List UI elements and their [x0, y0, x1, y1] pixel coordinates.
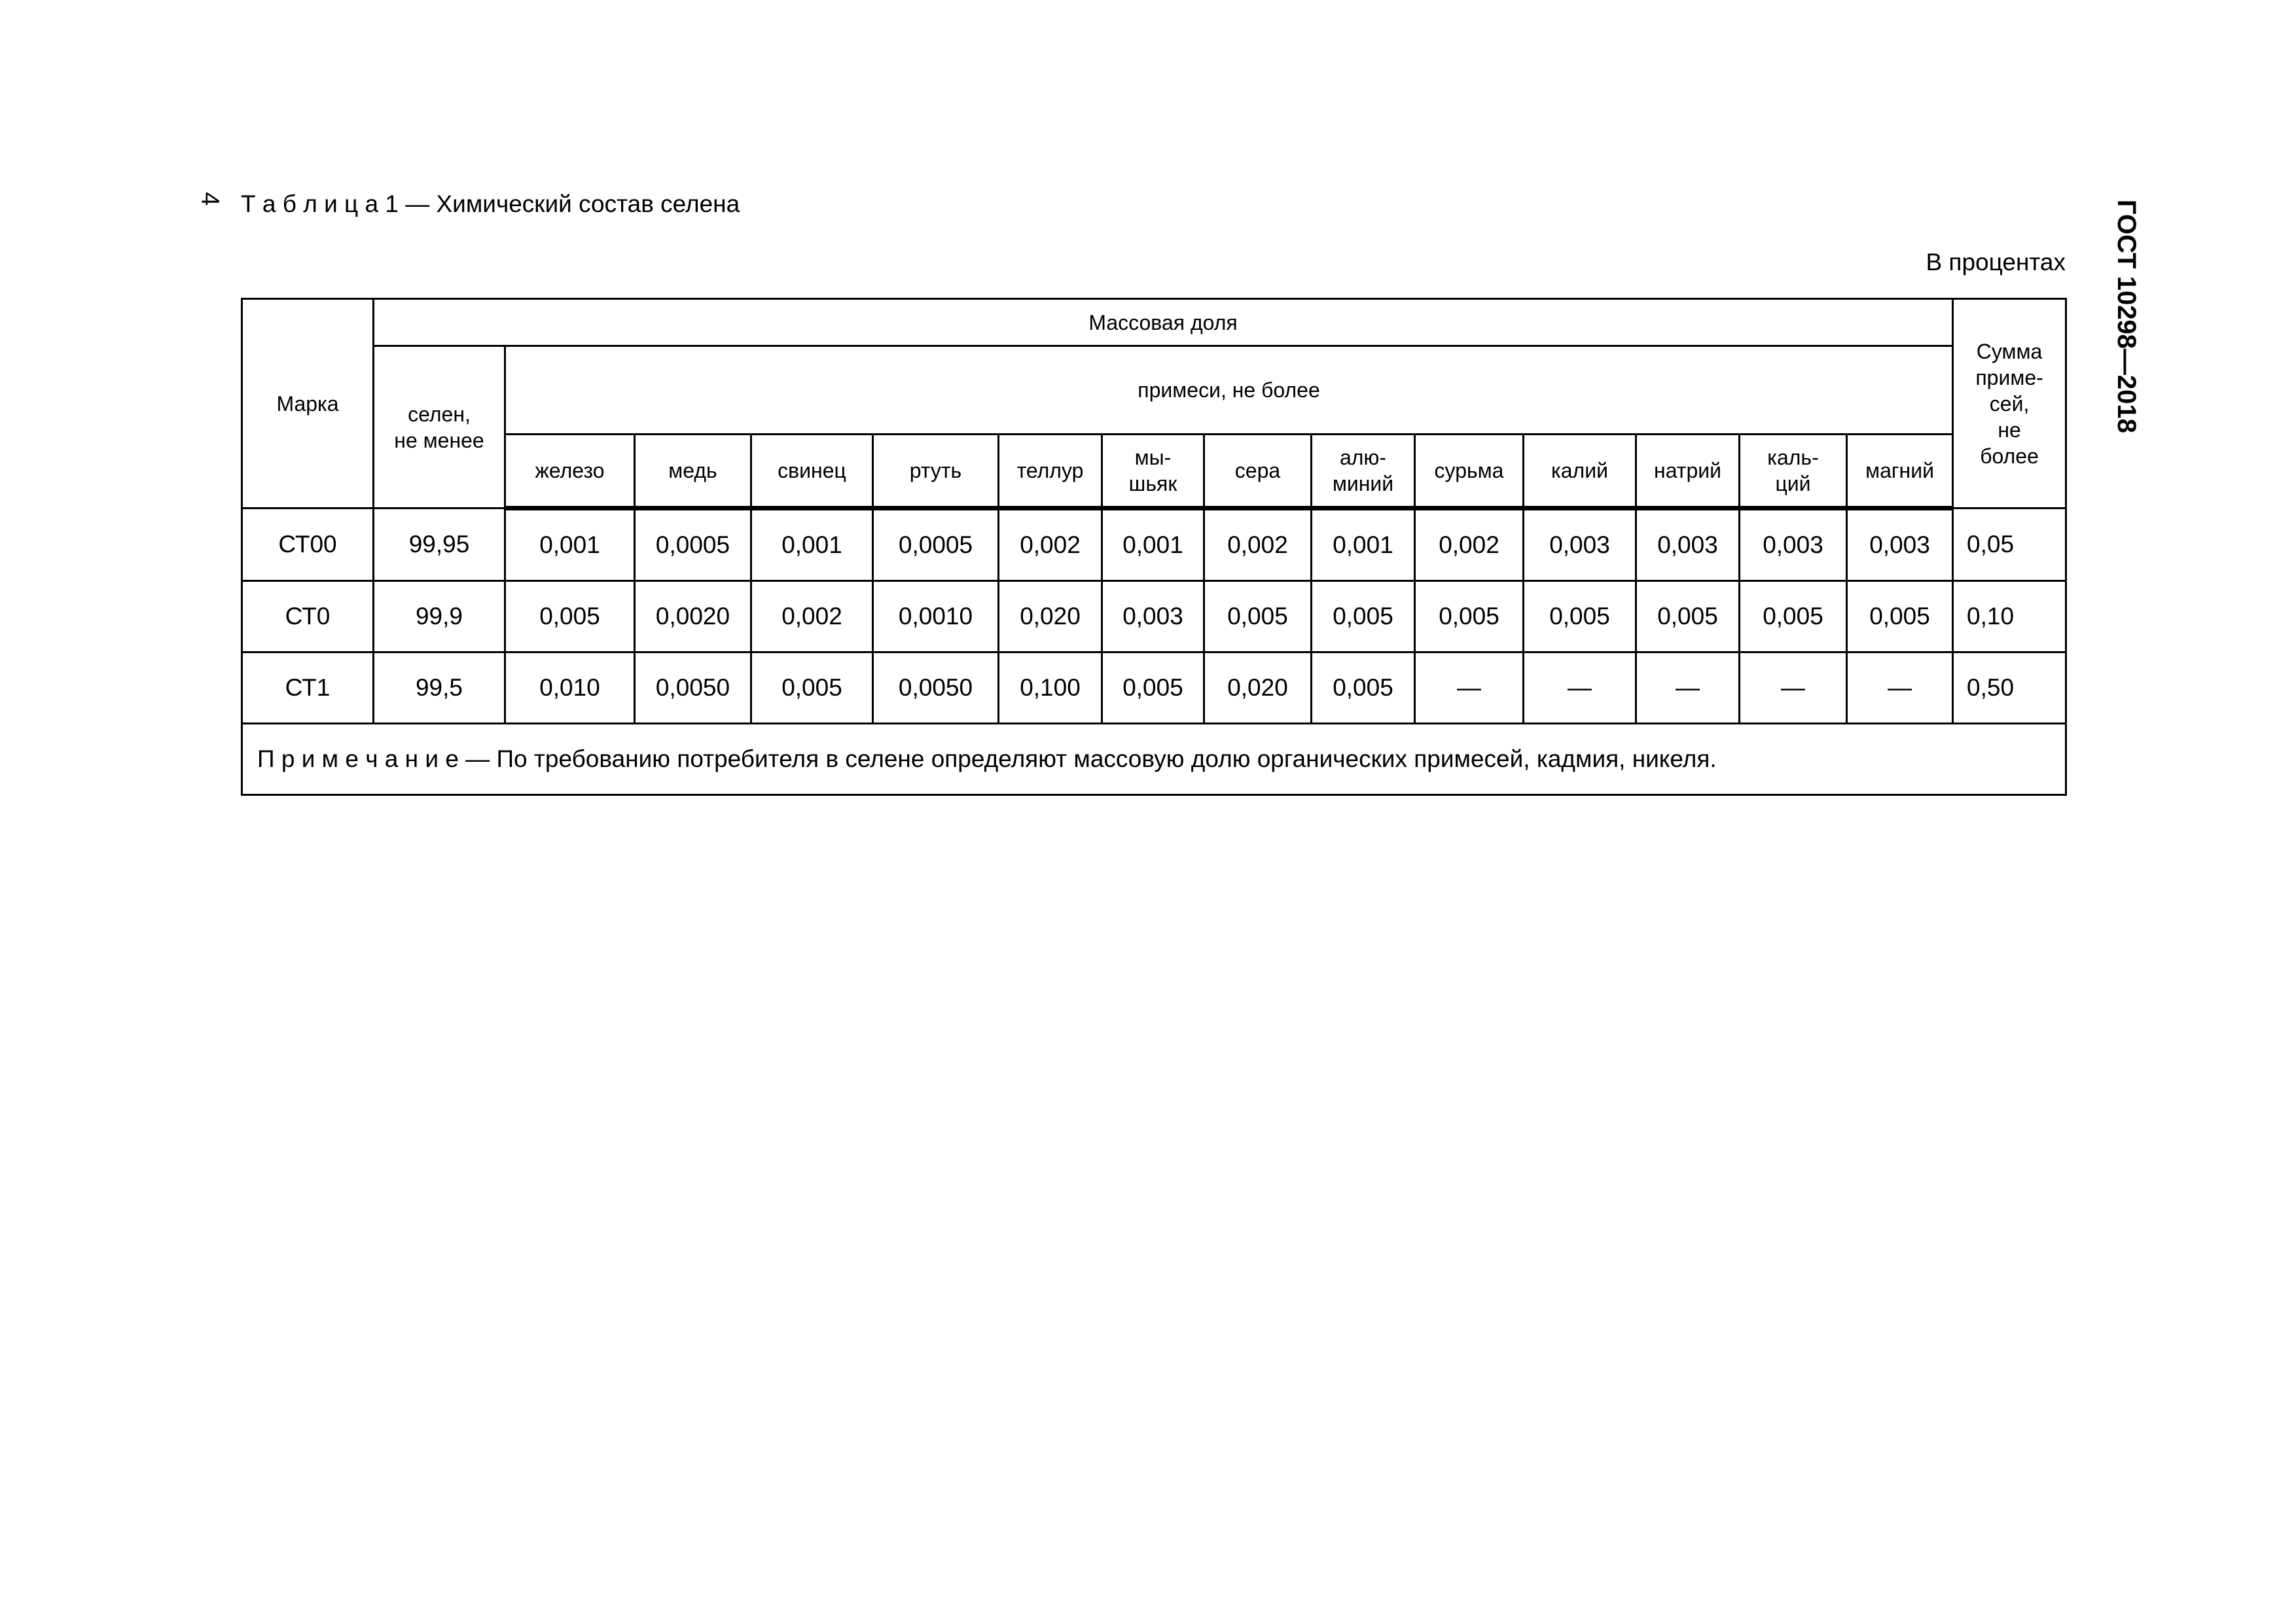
impurity-cell: 0,005 — [1524, 581, 1636, 652]
grade-cell: СТ1 — [242, 652, 374, 724]
impurity-cell: 0,005 — [751, 652, 873, 724]
header-impurity-sum — [1953, 299, 2066, 508]
impurity-cell: 0,005 — [505, 581, 635, 652]
units-label: В процентах — [1926, 249, 2066, 276]
impurity-cell: 0,0050 — [635, 652, 751, 724]
header-grade: Марка — [242, 299, 374, 508]
impurity-cell: 0,0005 — [873, 508, 999, 581]
selenium-cell: 99,95 — [374, 508, 505, 581]
table-row — [242, 581, 2066, 652]
impurity-cell: 0,005 — [1312, 581, 1415, 652]
impurity-cell: — — [1740, 652, 1847, 724]
header-element: алю- миний — [1312, 435, 1415, 508]
header-element: натрий — [1636, 435, 1740, 508]
sum-cell: 0,10 — [1953, 581, 2066, 652]
header-sum-line: более — [1980, 444, 2039, 468]
header-element: медь — [635, 435, 751, 508]
header-element: калий — [1524, 435, 1636, 508]
impurity-cell: 0,002 — [751, 581, 873, 652]
impurity-cell: — — [1524, 652, 1636, 724]
header-sum-line: сей, — [1989, 391, 2030, 416]
selenium-cell: 99,5 — [374, 652, 505, 724]
impurity-cell: — — [1415, 652, 1524, 724]
impurity-cell: 0,001 — [505, 508, 635, 581]
grade-cell: СТ0 — [242, 581, 374, 652]
impurity-cell: 0,100 — [999, 652, 1102, 724]
header-element: железо — [505, 435, 635, 508]
impurity-cell: 0,003 — [1636, 508, 1740, 581]
impurity-cell: 0,002 — [1415, 508, 1524, 581]
impurity-cell: 0,0010 — [873, 581, 999, 652]
impurity-cell: 0,002 — [999, 508, 1102, 581]
impurity-cell: 0,005 — [1636, 581, 1740, 652]
impurity-cell: 0,001 — [1312, 508, 1415, 581]
header-element: каль- ций — [1740, 435, 1847, 508]
impurity-cell: 0,005 — [1312, 652, 1415, 724]
impurity-cell: 0,003 — [1524, 508, 1636, 581]
impurity-cell: — — [1847, 652, 1953, 724]
header-element: мы- шьяк — [1102, 435, 1204, 508]
impurity-cell: 0,003 — [1102, 581, 1204, 652]
sum-cell: 0,05 — [1953, 508, 2066, 581]
selenium-cell: 99,9 — [374, 581, 505, 652]
impurity-cell: 0,002 — [1204, 508, 1312, 581]
header-element: сурьма — [1415, 435, 1524, 508]
grade-cell: СТ00 — [242, 508, 374, 581]
impurity-cell: 0,0020 — [635, 581, 751, 652]
impurity-cell: 0,0050 — [873, 652, 999, 724]
document-code: ГОСТ 10298—2018 — [2112, 200, 2141, 433]
chemical-composition-table — [241, 298, 2067, 796]
impurity-cell: 0,005 — [1102, 652, 1204, 724]
impurity-cell: 0,001 — [751, 508, 873, 581]
header-selenium-line: селен, — [408, 402, 471, 426]
header-element: теллур — [999, 435, 1102, 508]
header-selenium — [374, 346, 505, 508]
impurity-cell: 0,010 — [505, 652, 635, 724]
header-element: свинец — [751, 435, 873, 508]
impurity-cell: 0,001 — [1102, 508, 1204, 581]
impurity-cell: 0,005 — [1740, 581, 1847, 652]
table-note: П р и м е ч а н и е — По требованию потребителя в селене определяют массовую долю органических примесей, кадмия, никеля. — [242, 724, 2066, 795]
impurity-cell: 0,005 — [1204, 581, 1312, 652]
header-element: магний — [1847, 435, 1953, 508]
header-sum-line: не — [1998, 418, 2021, 442]
header-sum-line: Сумма — [1976, 339, 2043, 363]
table-row — [242, 508, 2066, 581]
impurity-cell: 0,0005 — [635, 508, 751, 581]
header-element: ртуть — [873, 435, 999, 508]
sum-cell: 0,50 — [1953, 652, 2066, 724]
impurity-cell: — — [1636, 652, 1740, 724]
table-row — [242, 652, 2066, 724]
impurity-cell: 0,003 — [1847, 508, 1953, 581]
impurity-cell: 0,005 — [1415, 581, 1524, 652]
header-mass-fraction: Массовая доля — [374, 299, 1953, 346]
impurity-cell: 0,003 — [1740, 508, 1847, 581]
impurity-cell: 0,020 — [999, 581, 1102, 652]
table-caption: Т а б л и ц а 1 — Химический состав селена — [241, 190, 740, 217]
impurity-cell: 0,005 — [1847, 581, 1953, 652]
header-sum-line: приме- — [1975, 365, 2043, 389]
impurity-cell: 0,020 — [1204, 652, 1312, 724]
header-element: сера — [1204, 435, 1312, 508]
page-number: 4 — [196, 192, 224, 206]
header-selenium-line: не менее — [394, 428, 484, 452]
header-impurities: примеси, не более — [505, 346, 1953, 435]
